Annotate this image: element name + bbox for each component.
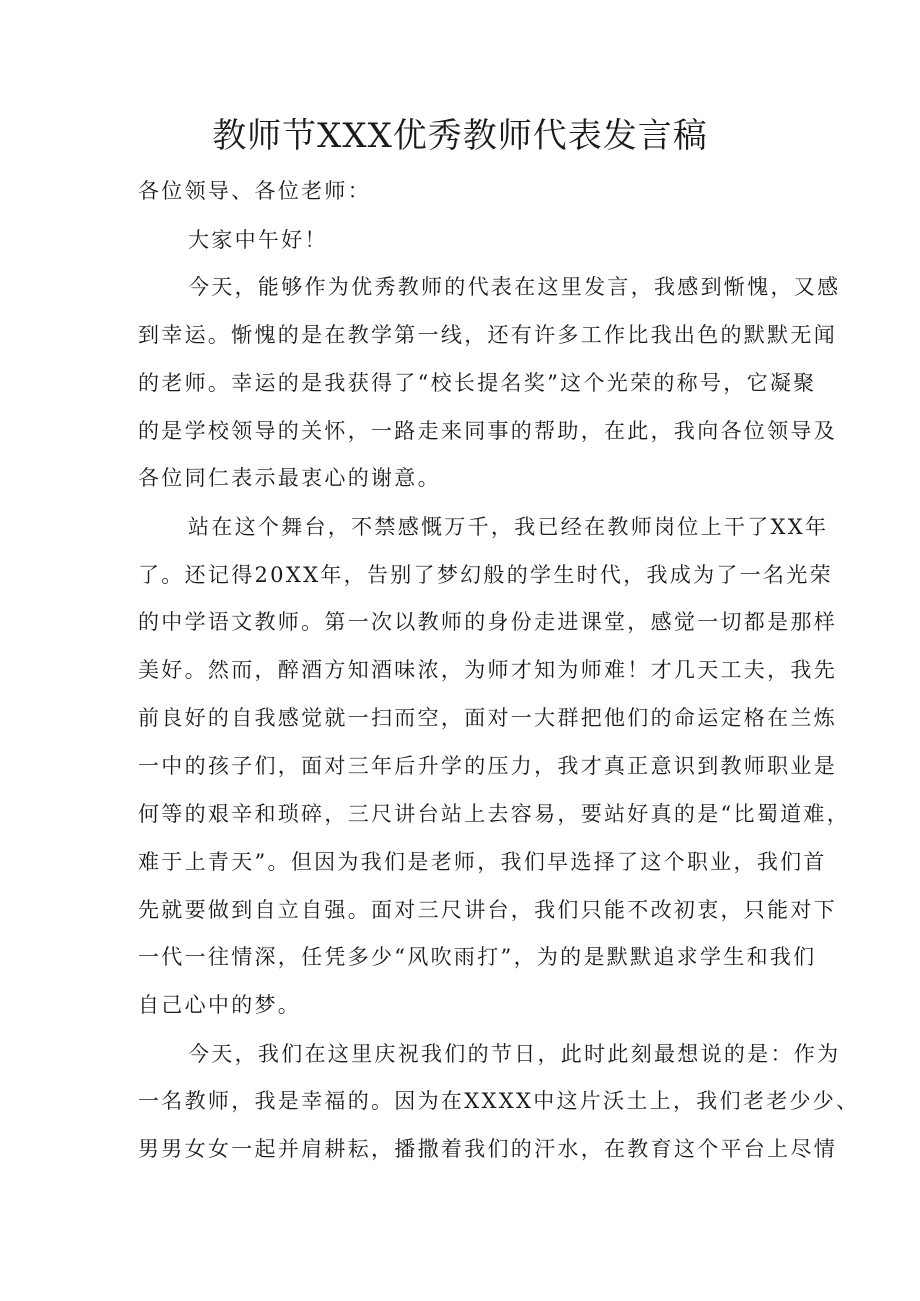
paragraph-3-line: 一名教师，我是幸福的。因为在XXXX中这片沃土上，我们老老少少、 xyxy=(138,1089,860,1113)
paragraph-2-line: 自己心中的梦。 xyxy=(138,993,302,1017)
greeting: 大家中午好！ xyxy=(188,228,328,252)
paragraph-2-line: 的中学语文教师。第一次以教师的身份走进课堂，感觉一切都是那样 xyxy=(138,610,837,634)
paragraph-2-line: 一代一往情深，任凭多少“风吹雨打”，为的是默默追求学生和我们 xyxy=(138,945,817,969)
paragraph-1-line: 到幸运。惭愧的是在教学第一线，还有许多工作比我出色的默默无闻 xyxy=(138,323,837,347)
paragraph-2-line: 一中的孩子们，面对三年后升学的压力，我才真正意识到教师职业是 xyxy=(138,754,837,778)
paragraph-2-line: 难于上青天”。但因为我们是老师，我们早选择了这个职业，我们首 xyxy=(138,850,827,874)
paragraph-1-line: 今天，能够作为优秀教师的代表在这里发言，我感到惭愧，又感 xyxy=(188,275,841,299)
document-title: 教师节XXX优秀教师代表发言稿 xyxy=(212,116,708,156)
paragraph-2-line: 美好。然而，醉酒方知酒味浓，为师才知为师难！才几天工夫，我先 xyxy=(138,658,837,682)
paragraph-1-line: 各位同仁表示最衷心的谢意。 xyxy=(138,466,441,490)
paragraph-3-line: 今天，我们在这里庆祝我们的节日，此时此刻最想说的是：作为 xyxy=(188,1042,841,1066)
paragraph-2-line: 站在这个舞台，不禁感慨万千，我已经在教师岗位上干了XX年 xyxy=(188,515,829,539)
paragraph-2-line: 了。还记得20XX年，告别了梦幻般的学生时代，我成为了一名光荣 xyxy=(138,563,833,587)
paragraph-2-line: 先就要做到自立自强。面对三尺讲台，我们只能不改初衷，只能对下 xyxy=(138,898,837,922)
paragraph-3-line: 男男女女一起并肩耕耘，播撒着我们的汗水，在教育这个平台上尽情 xyxy=(138,1137,837,1161)
paragraph-1-line: 的是学校领导的关怀，一路走来同事的帮助，在此，我向各位领导及 xyxy=(138,419,837,443)
paragraph-1-line: 的老师。幸运的是我获得了“校长提名奖”这个光荣的称号，它凝聚 xyxy=(138,371,817,395)
paragraph-2-line: 前良好的自我感觉就一扫而空，面对一大群把他们的命运定格在兰炼 xyxy=(138,706,837,730)
salutation: 各位领导、各位老师： xyxy=(138,179,371,203)
paragraph-2-line: 何等的艰辛和琐碎，三尺讲台站上去容易，要站好真的是“比蜀道难， xyxy=(138,802,851,826)
